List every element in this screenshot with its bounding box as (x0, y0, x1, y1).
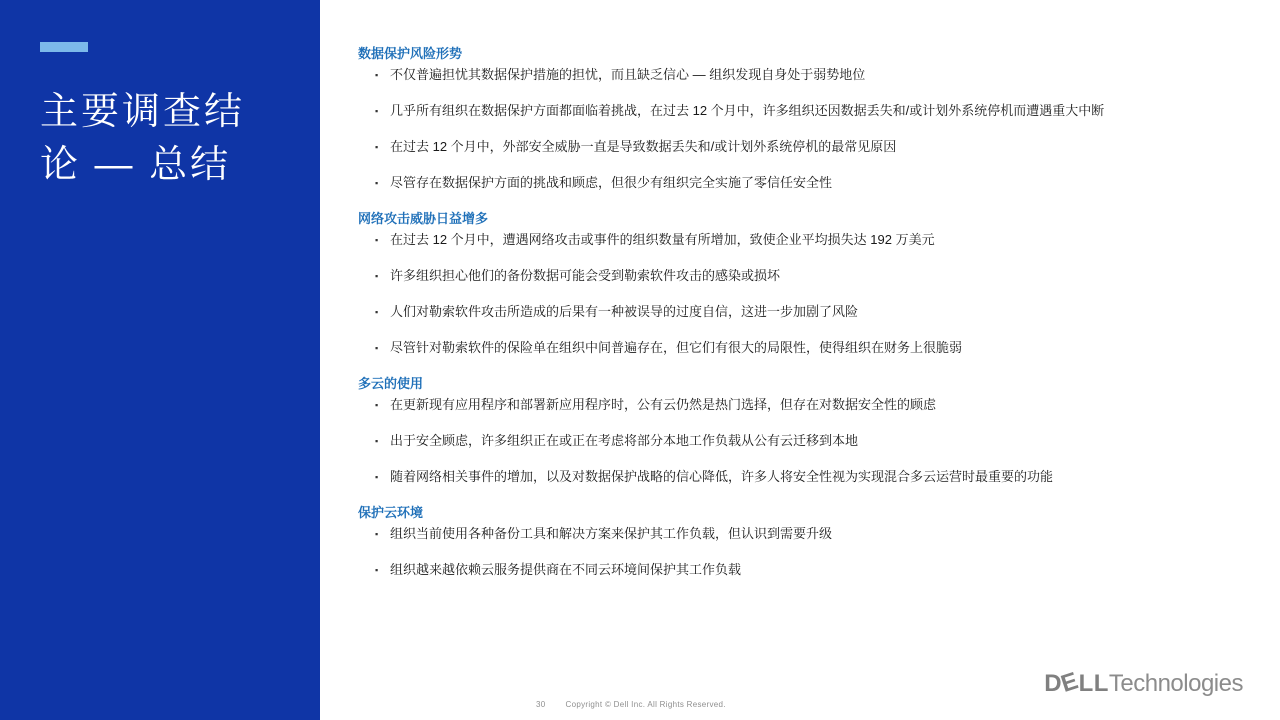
section-heading: 保护云环境 (358, 505, 424, 520)
bullet-item (358, 232, 1240, 247)
bullet-text: 组织越来越依赖云服务提供商在不同云环境间保护其工作负载 (390, 562, 742, 577)
bullet-square-icon: ▪ (375, 436, 379, 446)
sections-container (358, 46, 1240, 577)
bullet-item (358, 526, 1240, 541)
bullet-square-icon: ▪ (375, 142, 379, 152)
dell-letters-ll: LL (1078, 670, 1109, 697)
bullet-square-icon: ▪ (375, 307, 379, 317)
bullet-item (358, 433, 1240, 448)
sidebar (0, 0, 320, 720)
bullet-square-icon: ▪ (375, 529, 379, 539)
footer (536, 700, 726, 709)
slide-title-line1: 主要调查结 (40, 91, 246, 133)
bullet-square-icon: ▪ (375, 271, 379, 281)
bullet-square-icon: ▪ (375, 565, 379, 575)
bullet-text: 许多组织担心他们的备份数据可能会受到勒索软件攻击的感染或损坏 (390, 268, 781, 283)
bullet-item (358, 175, 1240, 190)
bullet-square-icon: ▪ (375, 472, 379, 482)
slide-title-line2: 论 — 总结 (40, 144, 232, 186)
bullet-square-icon: ▪ (375, 106, 379, 116)
bullet-square-icon: ▪ (375, 178, 379, 188)
bullet-text: 在过去 12 个月中，外部安全威胁一直是导致数据丢失和/或计划外系统停机的最常见原因 (390, 139, 897, 154)
section (358, 376, 1240, 484)
bullet-item (358, 469, 1240, 484)
accent-bar (40, 42, 88, 52)
main-content (320, 0, 1280, 720)
bullet-item (358, 340, 1240, 355)
section-heading: 网络攻击威胁日益增多 (358, 211, 489, 226)
bullet-item (358, 139, 1240, 154)
section (358, 211, 1240, 355)
bullet-text: 人们对勒索软件攻击所造成的后果有一种被误导的过度自信，这进一步加剧了风险 (390, 304, 859, 319)
bullet-text: 在更新现有应用程序和部署新应用程序时，公有云仍然是热门选择，但存在对数据安全性的顾虑 (390, 397, 937, 412)
bullet-square-icon: ▪ (375, 70, 379, 80)
bullet-text: 不仅普遍担忧其数据保护措施的担忧，而且缺乏信心 — 组织发现自身处于弱势地位 (390, 67, 866, 82)
dell-tilted-e-icon: E (1057, 667, 1082, 698)
bullet-text: 尽管针对勒索软件的保险单在组织中间普遍存在，但它们有很大的局限性，使得组织在财务上很脆弱 (390, 340, 963, 355)
dell-wordmark (1044, 667, 1109, 698)
bullet-item (358, 268, 1240, 283)
bullet-text: 组织当前使用各种备份工具和解决方案来保护其工作负载，但认识到需要升级 (390, 526, 833, 541)
section-heading: 多云的使用 (358, 376, 424, 391)
bullet-square-icon: ▪ (375, 235, 379, 245)
bullet-item (358, 304, 1240, 319)
section-heading: 数据保护风险形势 (358, 46, 463, 61)
bullet-item (358, 67, 1240, 82)
technologies-wordmark: Technologies (1108, 670, 1243, 697)
bullet-text: 在过去 12 个月中，遭遇网络攻击或事件的组织数量有所增加，致使企业平均损失达 192 万美元 (390, 232, 935, 247)
dell-technologies-logo (1044, 667, 1243, 700)
bullet-item (358, 397, 1240, 412)
bullet-text: 尽管存在数据保护方面的挑战和顾虑，但很少有组织完全实施了零信任安全性 (390, 175, 833, 190)
page-number: 30 (536, 700, 546, 709)
slide-title (40, 86, 245, 192)
section (358, 505, 1240, 577)
bullet-square-icon: ▪ (375, 343, 379, 353)
bullet-text: 几乎所有组织在数据保护方面都面临着挑战，在过去 12 个月中，许多组织还因数据丢失和/或计划外系统停机而遭遇重大中断 (390, 103, 1105, 118)
bullet-text: 出于安全顾虑，许多组织正在或正在考虑将部分本地工作负载从公有云迁移到本地 (390, 433, 859, 448)
bullet-text: 随着网络相关事件的增加，以及对数据保护战略的信心降低，许多人将安全性视为实现混合多云运营时最重要的功能 (390, 469, 1054, 484)
bullet-item (358, 103, 1240, 118)
bullet-square-icon: ▪ (375, 400, 379, 410)
section (358, 46, 1240, 190)
copyright-text: Copyright © Dell Inc. All Rights Reserved. (565, 700, 726, 709)
dell-letter-d: D (1044, 670, 1063, 697)
bullet-item (358, 562, 1240, 577)
